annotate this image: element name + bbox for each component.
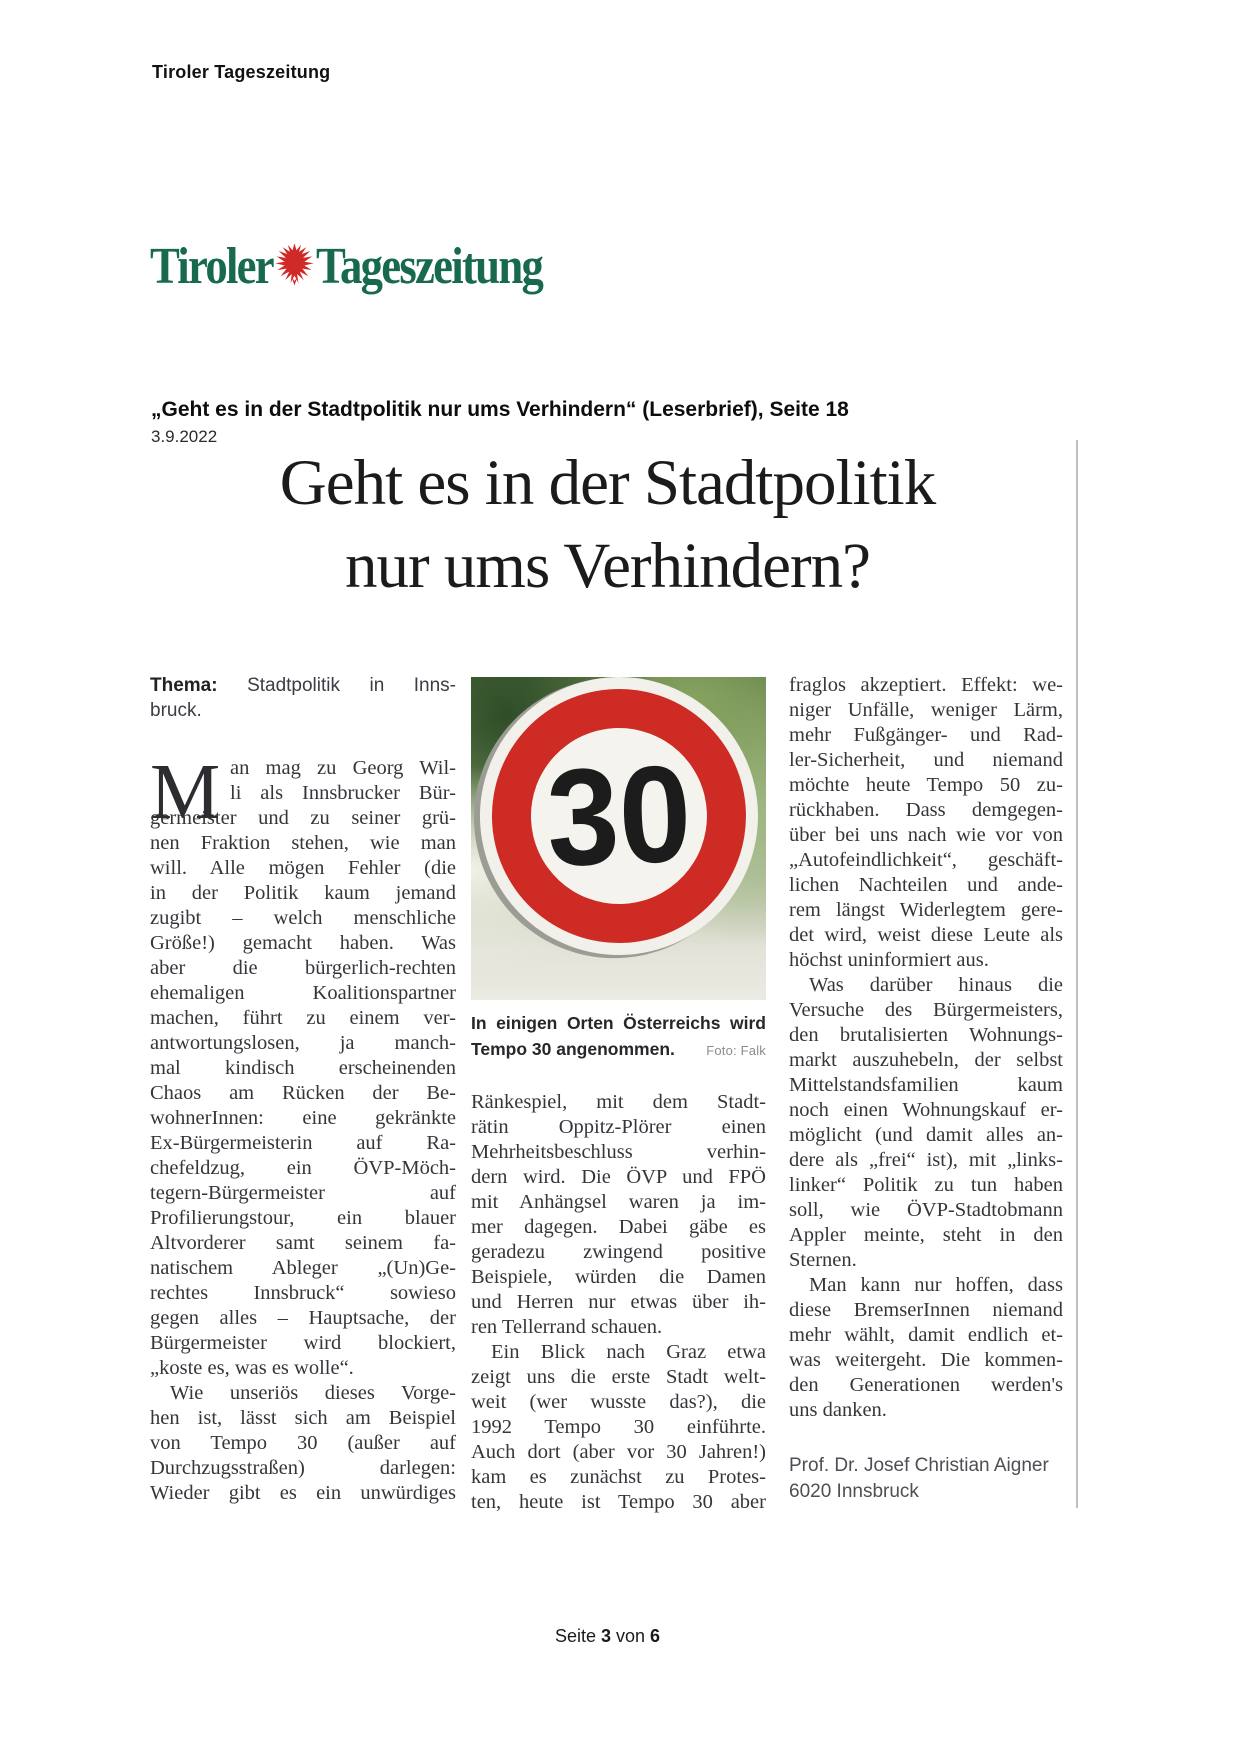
article-title-line-2: nur ums Verhindern? <box>345 530 870 602</box>
text-line: Größe!) gemacht haben. Was <box>150 932 456 954</box>
brand-text: Tiroler Tageszeitung <box>152 62 331 82</box>
text-line: „koste es, was es wolle“. <box>150 1357 354 1379</box>
text-line: Mehrheitsbeschluss verhin- <box>471 1141 766 1163</box>
speed-sign-value: 30 <box>544 737 694 896</box>
topic-text: Stadtpolitik in Inns- <box>247 675 456 696</box>
article-column-1 <box>150 673 456 1506</box>
footer-text: Seite <box>554 1626 601 1646</box>
text-line: Man kann nur hoffen, dass <box>809 1274 1063 1296</box>
paragraph <box>789 973 1063 1273</box>
text-line: li als Innsbrucker Bür- <box>230 782 456 804</box>
text-line: zeigt uns die erste Stadt welt- <box>471 1366 766 1388</box>
text-line: mehr Fußgänger- und Rad- <box>789 724 1063 746</box>
speed-sign-photo <box>471 677 766 1000</box>
text-line: ler-Sicherheit, und niemand <box>789 749 1063 771</box>
paragraph <box>150 1381 456 1506</box>
text-line: „Autofeindlichkeit“, geschäft- <box>789 849 1063 871</box>
text-line: was weitergeht. Die kommen- <box>789 1349 1063 1371</box>
text-line: den brutalisierten Wohnungs- <box>789 1024 1063 1046</box>
clipping-headline: „Geht es in der Stadtpolitik nur ums Verhindern“ (Leserbrief), Seite 18 <box>151 398 849 421</box>
topic-label: Thema: <box>150 675 218 696</box>
text-line: Chaos am Rücken der Be- <box>150 1082 456 1104</box>
column-1-text <box>150 749 456 1506</box>
topic-block <box>150 673 456 723</box>
newspaper-logo <box>150 236 542 298</box>
text-line: mit Anhängsel waren ja im- <box>471 1191 766 1213</box>
text-line: lichen Nachteilen und ande- <box>789 874 1063 896</box>
footer-text: von <box>611 1626 651 1646</box>
text-line: Versuche des Bürgermeisters, <box>789 999 1063 1021</box>
speed-limit-30-sign <box>471 677 766 1000</box>
text-line: Bürgermeister wird blockiert, <box>150 1332 456 1354</box>
text-line: den Generationen werden's <box>789 1374 1063 1396</box>
author-name: Prof. Dr. Josef Christian Aigner <box>789 1455 1049 1476</box>
text-line: mer dagegen. Dabei gäbe es <box>471 1216 766 1238</box>
text-line: ren Tellerrand schauen. <box>471 1316 663 1338</box>
photo-credit: Foto: Falk <box>706 1043 766 1058</box>
column-2-text <box>471 1090 766 1515</box>
paragraph <box>789 1273 1063 1423</box>
text-line: germeister und zu seiner grü- <box>150 807 456 829</box>
text-line: Ränkespiel, mit dem Stadt- <box>471 1091 766 1113</box>
text-line: möglicht (und damit alles an- <box>789 1124 1063 1146</box>
text-line: höchst uninformiert aus. <box>789 949 989 971</box>
author-signature <box>789 1453 1063 1505</box>
text-line: Profilierungstour, ein blauer <box>150 1207 456 1229</box>
text-line: weit (wer wusste das?), die <box>471 1391 766 1413</box>
clipping-date: 3.9.2022 <box>151 427 218 446</box>
text-line: kam es zunächst zu Protes- <box>471 1466 766 1488</box>
article-column-3 <box>789 673 1063 1505</box>
text-line: zugibt – welch menschliche <box>150 907 456 929</box>
text-line: uns danken. <box>789 1399 887 1421</box>
text-line: mal kindisch erscheinenden <box>150 1057 456 1079</box>
text-line: chefeldzug, ein ÖVP-Möch- <box>150 1157 456 1179</box>
text-line: Mittelstandsfamilien kaum <box>789 1074 1063 1096</box>
text-line: Altvorderer samt seinem fa- <box>150 1232 456 1254</box>
text-line: markt auszuhebeln, der selbst <box>789 1049 1063 1071</box>
text-line: möchte heute Tempo 50 zu- <box>789 774 1063 796</box>
article-column-2 <box>471 673 766 1515</box>
text-line: Was darüber hinaus die <box>809 974 1063 996</box>
text-line: diese BremserInnen niemand <box>789 1299 1063 1321</box>
text-line: machen, führt zu einem ver- <box>150 1007 456 1029</box>
drop-cap: M <box>150 749 221 836</box>
paragraph <box>150 749 456 1381</box>
footer-page-total: 6 <box>650 1626 661 1646</box>
logo-word-tiroler: Tiroler <box>150 238 273 295</box>
caption-line-1: In einigen Orten Österreichs wird <box>471 1013 766 1033</box>
text-line: und Herren nur etwas über ih- <box>471 1291 766 1313</box>
text-line: ehemaligen Koalitionspartner <box>150 982 456 1004</box>
tyrolean-eagle-icon <box>275 239 315 289</box>
text-line: noch einen Wohnungskauf er- <box>789 1099 1063 1121</box>
text-line: ten, heute ist Tempo 30 aber <box>471 1491 766 1513</box>
text-line: Wieder gibt es ein unwürdiges <box>150 1482 456 1504</box>
topic-text-line-2: bruck. <box>150 700 202 721</box>
text-line: linker“ Politik zu tun haben <box>789 1174 1063 1196</box>
text-line: rätin Oppitz-Plörer einen <box>471 1116 766 1138</box>
paragraph <box>471 1090 766 1340</box>
article-title-line-1: Geht es in der Stadtpolitik <box>279 447 936 519</box>
text-line: mehr wählt, damit endlich et- <box>789 1324 1063 1346</box>
text-line: Wie unseriös dieses Vorge- <box>170 1382 456 1404</box>
text-line: det wird, weist diese Leute als <box>789 924 1063 946</box>
text-line: geradezu zwingend positive <box>471 1241 766 1263</box>
text-line: von Tempo 30 (außer auf <box>150 1432 456 1454</box>
text-line: niger Unfälle, weniger Lärm, <box>789 699 1063 721</box>
text-line: wohnerInnen: eine gekränkte <box>150 1107 456 1129</box>
text-line: dern wird. Die ÖVP und FPÖ <box>471 1166 766 1188</box>
text-line: hen ist, lässt sich am Beispiel <box>150 1407 456 1429</box>
text-line: gegen alles – Hauptsache, der <box>150 1307 456 1329</box>
text-line: rechtes Innsbruck“ sowieso <box>150 1282 456 1304</box>
text-line: will. Alle mögen Fehler (die <box>150 857 456 879</box>
author-city: 6020 Innsbruck <box>789 1481 919 1502</box>
logo-word-tageszeitung: Tageszeitung <box>315 238 543 295</box>
text-line: in der Politik kaum jemand <box>150 882 456 904</box>
text-line: rem längst Widerlegtem gere- <box>789 899 1063 921</box>
text-line: soll, wie ÖVP-Stadtobmann <box>789 1199 1063 1221</box>
text-line: nen Fraktion stehen, wie man <box>150 832 456 854</box>
text-line: 1992 Tempo 30 einführte. <box>471 1416 766 1438</box>
column-rule <box>1076 440 1078 1508</box>
text-line: Sternen. <box>789 1249 857 1271</box>
article-title <box>150 442 1065 608</box>
text-line: Auch dort (aber vor 30 Jahren!) <box>471 1441 766 1463</box>
text-line: Ex-Bürgermeisterin auf Ra- <box>150 1132 456 1154</box>
text-line: Ein Blick nach Graz etwa <box>491 1341 766 1363</box>
text-line: Durchzugsstraßen) darlegen: <box>150 1457 456 1479</box>
text-line: dere als „frei“ ist), mit „links- <box>789 1149 1063 1171</box>
photo-caption <box>471 1010 766 1064</box>
topic-line <box>150 673 456 698</box>
column-3-text <box>789 673 1063 1423</box>
text-line: über bei uns nach wie vor von <box>789 824 1063 846</box>
text-line: Appler meinte, steht in den <box>789 1224 1063 1246</box>
text-line: fraglos akzeptiert. Effekt: we- <box>789 674 1063 696</box>
text-line: an mag zu Georg Wil- <box>230 757 456 779</box>
caption-line-2: Tempo 30 angenommen. <box>471 1039 675 1059</box>
page-footer <box>150 1626 1065 1647</box>
text-line: rückhaben. Dass demgegen- <box>789 799 1063 821</box>
paragraph <box>471 1340 766 1515</box>
text-line: Beispiele, würden die Damen <box>471 1266 766 1288</box>
text-line: natischem Ableger „(Un)Ge- <box>150 1257 456 1279</box>
paragraph <box>789 673 1063 973</box>
text-line: antwortungslosen, ja manch- <box>150 1032 456 1054</box>
text-line: tegern-Bürgermeister auf <box>150 1182 456 1204</box>
footer-page-number: 3 <box>600 1626 611 1646</box>
text-line: aber die bürgerlich-rechten <box>150 957 456 979</box>
